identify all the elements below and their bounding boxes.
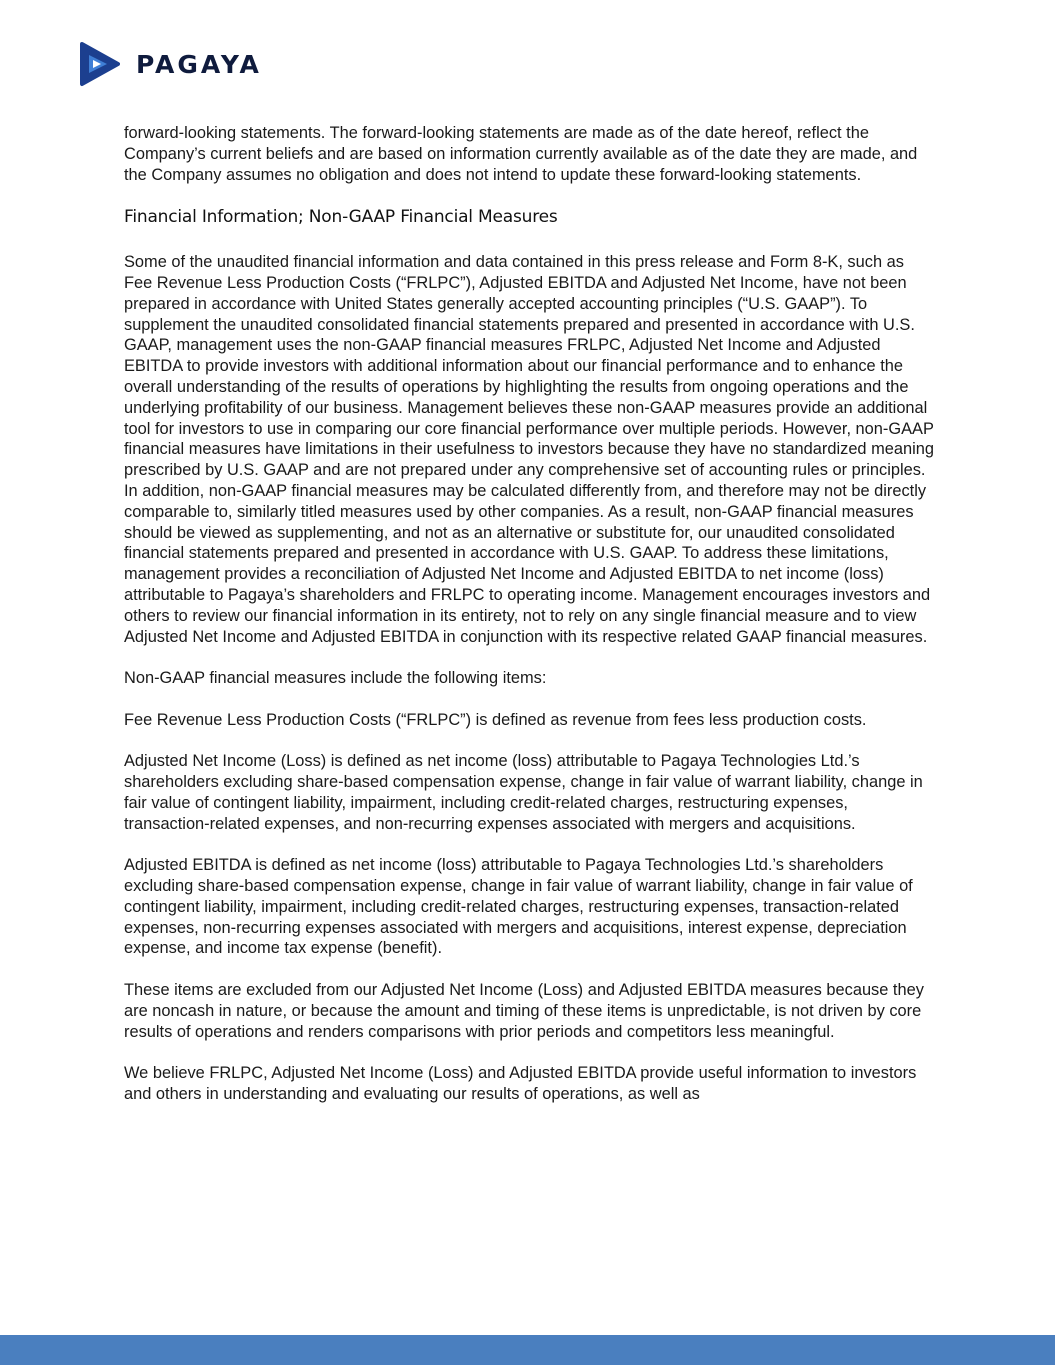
brand-name: PAGAYA: [136, 49, 262, 79]
body-paragraph: Non-GAAP financial measures include the following items:: [124, 669, 547, 688]
document-body: [124, 123, 936, 1126]
body-paragraph: Some of the unaudited financial information and data contained in this press release and Form 8-K, such as Fee Revenue Less Production Costs (“FRLPC”), Adjusted EBITDA and Adjusted Net Income, have not been prepared in accordance with United States generally accepted accounting principles (“U.S. GAAP”). To supplement the unaudited consolidated financial statements prepared and presented in accordance with U.S. GAAP, management uses the non-GAAP financial measures FRLPC, Adjusted Net Income and Adjusted EBITDA to provide investors with additional information about our financial performance and to enhance the overall understanding of the results of operations by highlighting the results from ongoing operations and the underlying profitability of our business. Management believes these non-GAAP measures provide an additional tool for investors to use in comparing our core financial performance over multiple periods. However, non-GAAP financial measures have limitations in their usefulness to investors because they have no standardized meaning prescribed by U.S. GAAP and are not prepared under any comprehensive set of accounting rules or principles. In addition, non-GAAP financial measures may be calculated differently from, and therefore may not be directly comparable to, similarly titled measures used by other companies. As a result, non-GAAP financial measures should be viewed as supplementing, and not as an alternative or substitute for, our unaudited consolidated financial statements prepared and presented in accordance with U.S. GAAP. To address these limitations, management provides a reconciliation of Adjusted Net Income and Adjusted EBITDA to net income (loss) attributable to Pagaya’s shareholders and FRLPC to operating income. Management encourages investors and others to review our financial information in its entirety, not to rely on any single financial measure and to view Adjusted Net Income and Adjusted EBITDA in conjunction with its respective related GAAP financial measures.: [124, 253, 934, 646]
pagaya-play-icon: [80, 41, 120, 87]
body-paragraph: Adjusted Net Income (Loss) is defined as net income (loss) attributable to Pagaya Technologies Ltd.’s shareholders excluding share-based compensation expense, change in fair value of warrant liability, change in fair value of contingent liability, impairment, including credit-related charges, restructuring expenses, transaction-related expenses, and non-recurring expenses associated with mergers and acquisitions.: [124, 752, 923, 833]
footer-bar: [0, 1335, 1055, 1365]
body-paragraph: Fee Revenue Less Production Costs (“FRLPC”) is defined as revenue from fees less production costs.: [124, 710, 867, 729]
body-paragraph: Adjusted EBITDA is defined as net income (loss) attributable to Pagaya Technologies Ltd.’s shareholders excluding share-based compensation expense, change in fair value of warrant liability, change in fair value of contingent liability, impairment, including credit-related charges, restructuring expenses, transaction-related expenses, non-recurring expenses associated with mergers and acquisitions, interest expense, depreciation expense, and income tax expense (benefit).: [124, 856, 913, 958]
header-logo: [80, 40, 262, 88]
body-paragraph: We believe FRLPC, Adjusted Net Income (Loss) and Adjusted EBITDA provide useful information to investors and others in understanding and evaluating our results of operations, as well as: [124, 1064, 917, 1104]
body-paragraph: These items are excluded from our Adjusted Net Income (Loss) and Adjusted EBITDA measures because they are noncash in nature, or because the amount and timing of these items is unpredictable, is not driven by core results of operations and renders comparisons with prior periods and competitors less meaningful.: [124, 981, 924, 1041]
section-heading: Financial Information; Non-GAAP Financial Measures: [124, 207, 558, 228]
intro-paragraph: forward-looking statements. The forward-looking statements are made as of the date hereof, reflect the Company’s current beliefs and are based on information currently available as of the date they are made, and the Company assumes no obligation and does not intend to update these forward-looking statements.: [124, 124, 918, 184]
